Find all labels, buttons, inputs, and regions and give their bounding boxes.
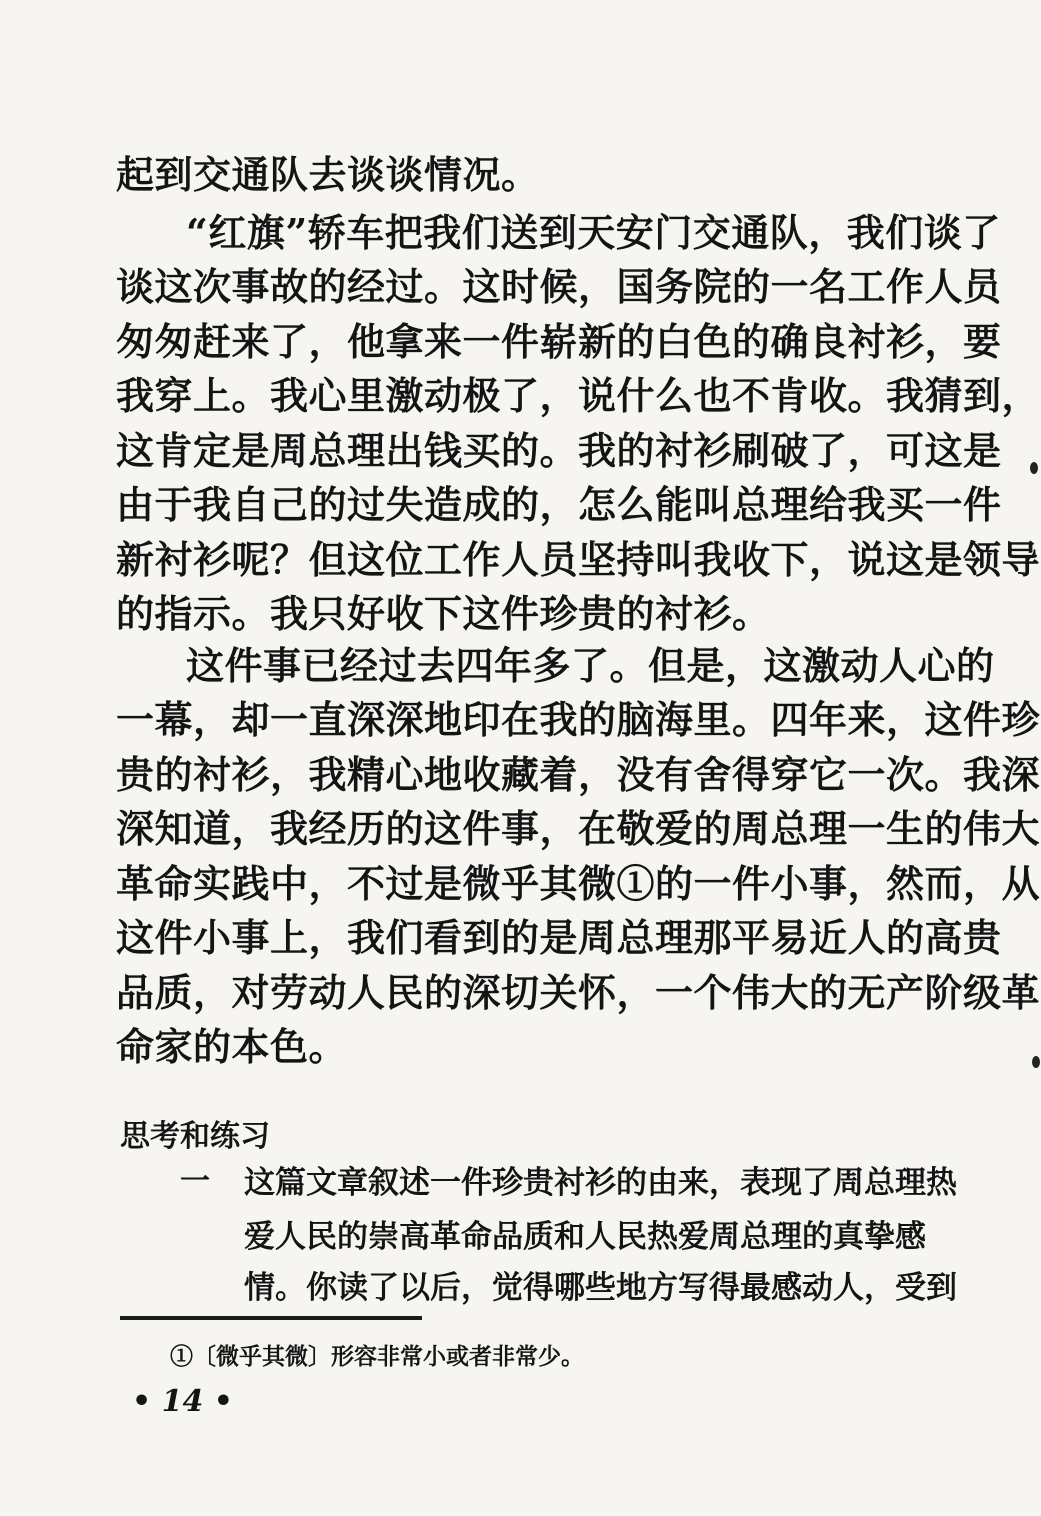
section-title: 思考和练习 — [120, 1119, 270, 1154]
text-line: 新衬衫呢？但这位工作人员坚持叫我收下，说这是领导 — [116, 537, 1041, 582]
text-line: 的指示。我只好收下这件珍贵的衬衫。 — [116, 591, 771, 636]
text-line: “红旗”轿车把我们送到天安门交通队，我们谈了 — [186, 210, 1001, 255]
exercise-line: 这篇文章叙述一件珍贵衬衫的由来，表现了周总理热 — [244, 1165, 957, 1201]
footnote-divider — [120, 1316, 422, 1320]
text-line: 起到交通队去谈谈情况。 — [116, 152, 540, 197]
scan-speck — [1032, 1056, 1040, 1068]
text-line: 这肯定是周总理出钱买的。我的衬衫刷破了，可这是 — [116, 428, 1002, 473]
scan-speck — [1030, 462, 1038, 474]
exercise-line: 情。你读了以后，觉得哪些地方写得最感动人，受到 — [244, 1270, 957, 1306]
exercise-number: 一 — [180, 1164, 210, 1199]
text-line: 由于我自己的过失造成的，怎么能叫总理给我买一件 — [116, 482, 1002, 527]
text-line: 贵的衬衫，我精心地收藏着，没有舍得穿它一次。我深 — [116, 752, 1041, 797]
text-line: 深知道，我经历的这件事，在敬爱的周总理一生的伟大 — [116, 806, 1041, 851]
text-line: 谈这次事故的经过。这时候，国务院的一名工作人员 — [116, 264, 1002, 309]
text-line: 一幕，却一直深深地印在我的脑海里。四年来，这件珍 — [116, 697, 1041, 742]
text-line: 革命实践中，不过是微乎其微①的一件小事，然而，从 — [116, 861, 1041, 906]
text-line: 匆匆赶来了，他拿来一件崭新的白色的确良衬衫，要 — [116, 319, 1002, 364]
page-number: • 14 • — [132, 1384, 233, 1419]
text-line: 我穿上。我心里激动极了，说什么也不肯收。我猜到， — [116, 373, 1041, 418]
text-line: 品质，对劳动人民的深切关怀，一个伟大的无产阶级革 — [116, 970, 1041, 1015]
exercise-line: 爱人民的崇高革命品质和人民热爱周总理的真挚感 — [244, 1219, 926, 1255]
text-line: 命家的本色。 — [116, 1024, 348, 1069]
text-line: 这件事已经过去四年多了。但是，这激动人心的 — [186, 643, 995, 688]
text-line: 这件小事上，我们看到的是周总理那平易近人的高贵 — [116, 915, 1002, 960]
footnote: ①〔微乎其微〕形容非常小或者非常少。 — [170, 1343, 584, 1370]
